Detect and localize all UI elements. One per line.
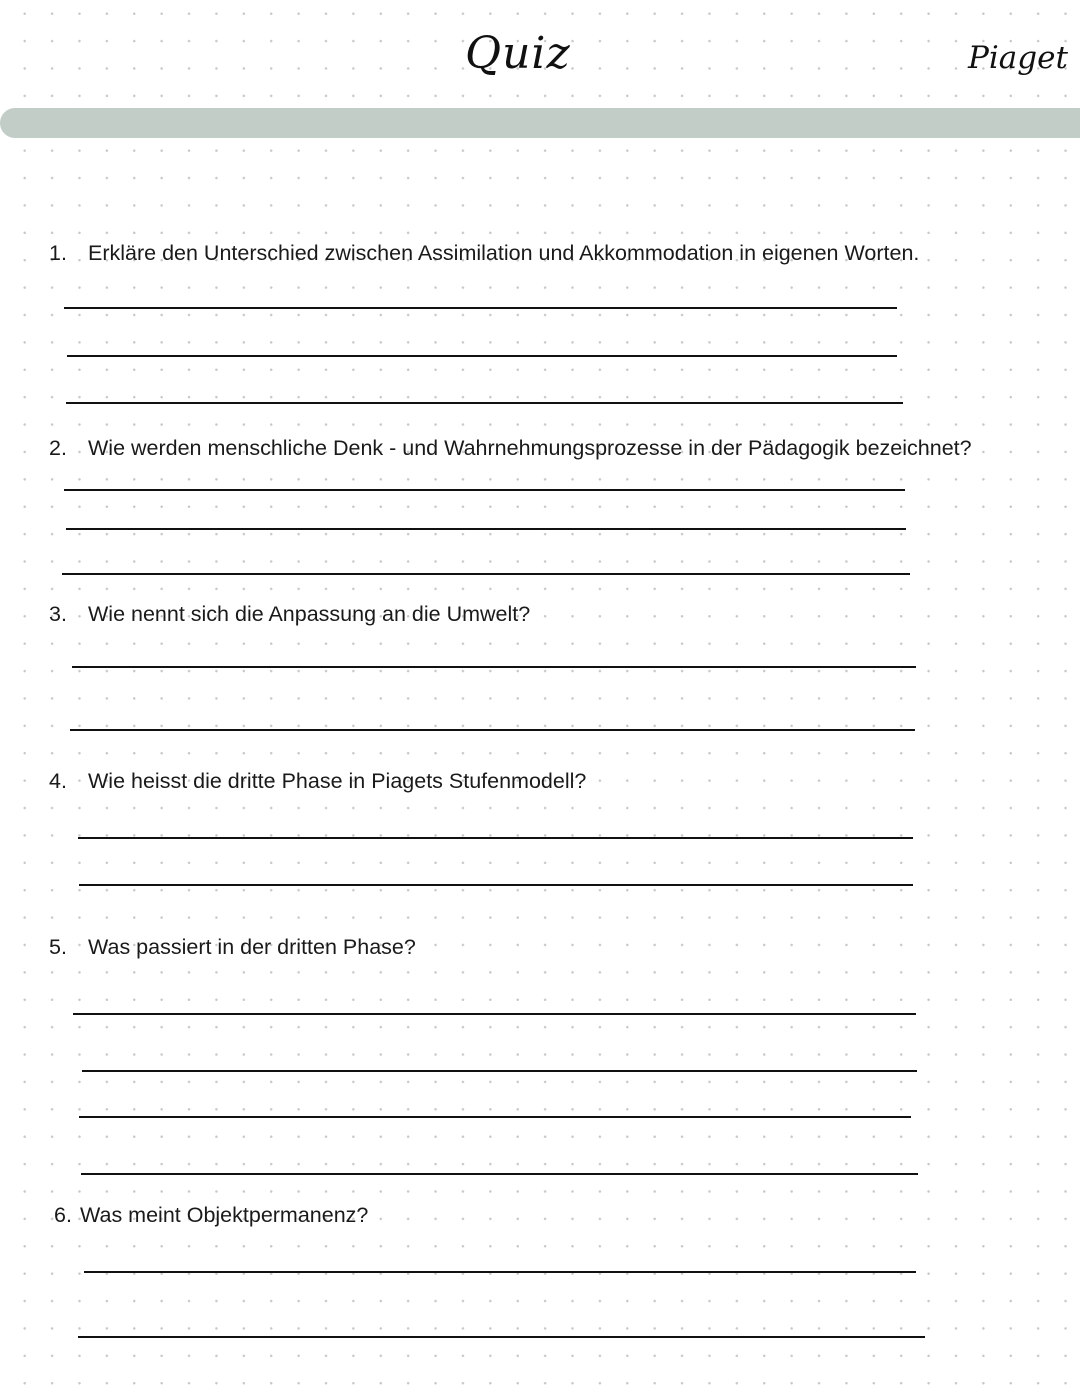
answer-line[interactable] (79, 884, 913, 886)
header-bar (0, 108, 1080, 138)
question-text: Was passiert in der dritten Phase? (88, 935, 416, 959)
page-title: Quiz (465, 28, 571, 79)
answer-line[interactable] (70, 729, 915, 731)
answer-line[interactable] (78, 1336, 925, 1338)
question-3 (49, 602, 530, 627)
question-number: 6. (54, 1203, 72, 1227)
answer-line[interactable] (64, 489, 905, 491)
question-number: 1. (49, 241, 67, 265)
answer-line[interactable] (62, 573, 910, 575)
answer-line[interactable] (79, 1116, 911, 1118)
question-6 (54, 1203, 368, 1228)
question-4 (49, 769, 586, 794)
question-number: 4. (49, 769, 67, 793)
answer-line[interactable] (84, 1271, 916, 1273)
answer-line[interactable] (66, 528, 906, 530)
answer-line[interactable] (67, 355, 897, 357)
answer-line[interactable] (64, 307, 897, 309)
question-number: 5. (49, 935, 67, 959)
question-text: Wie werden menschliche Denk - und Wahrnehmungsprozesse in der Pädagogik bezeichnet? (88, 436, 972, 460)
question-text: Wie heisst die dritte Phase in Piagets Stufenmodell? (88, 769, 587, 793)
answer-line[interactable] (73, 1013, 916, 1015)
question-1 (49, 241, 919, 266)
question-2 (49, 436, 972, 461)
question-text: Wie nennt sich die Anpassung an die Umwelt? (88, 602, 531, 626)
question-5 (49, 935, 416, 960)
answer-line[interactable] (78, 837, 913, 839)
answer-line[interactable] (66, 402, 903, 404)
answer-line[interactable] (81, 1173, 918, 1175)
question-text: Erkläre den Unterschied zwischen Assimilation und Akkommodation in eigenen Worten. (88, 241, 920, 265)
question-number: 2. (49, 436, 67, 460)
answer-line[interactable] (72, 666, 916, 668)
subject-label: Piaget (968, 40, 1068, 76)
question-number: 3. (49, 602, 67, 626)
answer-line[interactable] (82, 1070, 917, 1072)
question-text: Was meint Objektpermanenz? (80, 1203, 369, 1227)
